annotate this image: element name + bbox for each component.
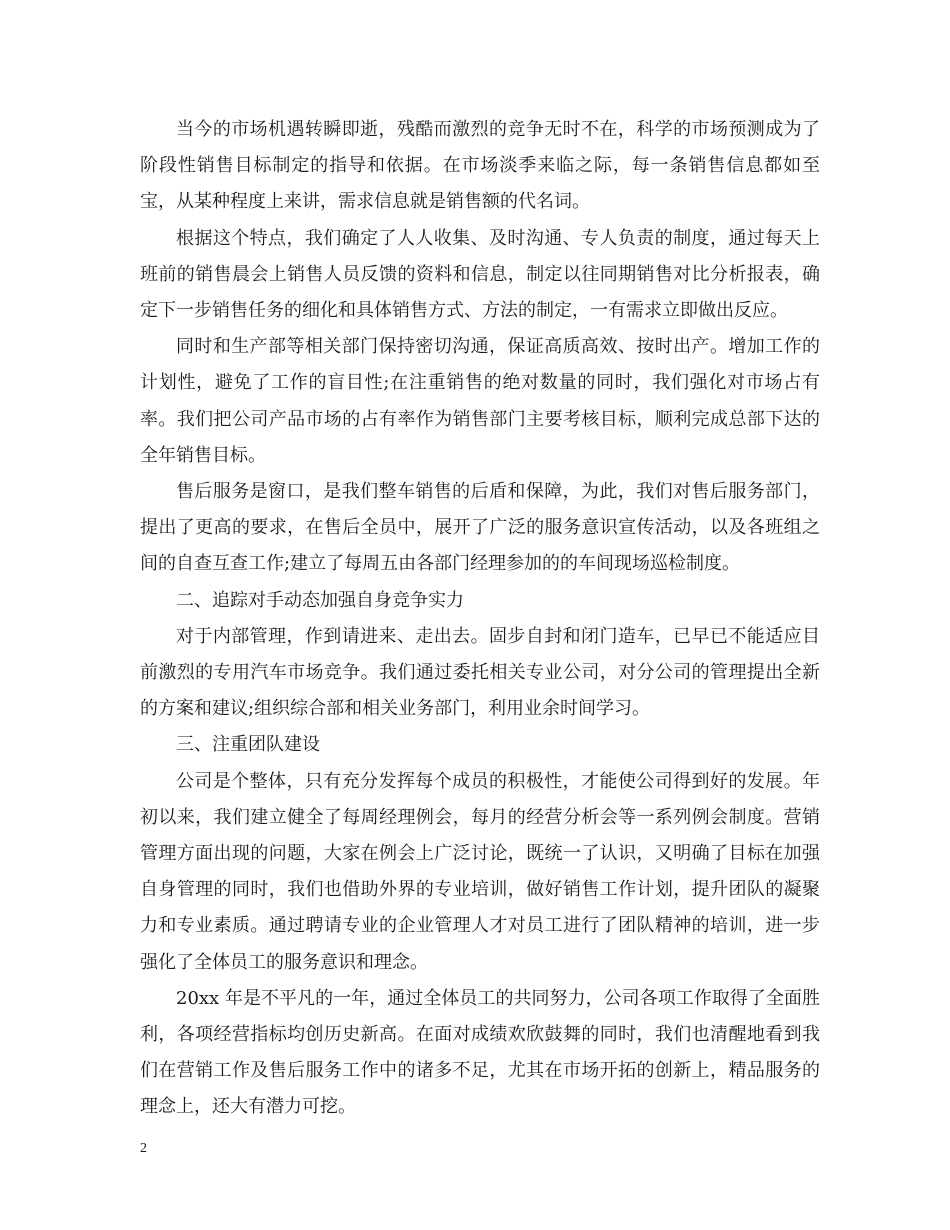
section-heading-competition: 二、追踪对手动态加强自身竞争实力 — [176, 589, 464, 611]
page-number: 2 — [140, 1141, 147, 1156]
paragraph-team-building: 公司是个整体，只有充分发挥每个成员的积极性，才能使公司得到好的发展。年初以来，我们建立健全了每周经理例会，每月的经营分析会等一系列例会制度。营销管理方面出现的问题，大家在例会上广泛讨论，既统一了认识，又明确了目标在加强自身管理的同时，我们也借助外界的专业培训，做好销售工作计划，提升团队的凝聚力和专业素质。通过聘请专业的企业管理人才对员工进行了团队精神的培训，进一步强化了全体员工的服务意识和理念。 — [140, 770, 820, 973]
section-heading-team-building: 三、注重团队建设 — [176, 734, 320, 756]
paragraph-internal-management: 对于内部管理，作到请进来、走出去。固步自封和闭门造车，已早已不能适应目前激烈的专用汽车市场竞争。我们通过委托相关专业公司，对分公司的管理提出全新的方案和建议;组织综合部和相关业务部门，利用业余时间学习。 — [140, 625, 820, 720]
paragraph-after-sales-service: 售后服务是窗口，是我们整车销售的后盾和保障，为此，我们对售后服务部门，提出了更高的要求，在售后全员中，展开了广泛的服务意识宣传活动，以及各班组之间的自查互查工作;建立了每周五由各部门经理参加的的车间现场巡检制度。 — [140, 481, 820, 575]
document-body — [140, 112, 820, 1126]
paragraph-market-forecast: 当今的市场机遇转瞬即逝，残酷而激烈的竞争无时不在，科学的市场预测成为了阶段性销售目标制定的指导和依据。在市场淡季来临之际，每一条销售信息都如至宝，从某种程度上来讲，需求信息就是销售额的代名词。 — [140, 119, 820, 213]
paragraph-year-summary: 20xx 年是不平凡的一年，通过全体员工的共同努力，公司各项工作取得了全面胜利，各项经营指标均创历史新高。在面对成绩欢欣鼓舞的同时，我们也清醒地看到我们在营销工作及售后服务工作中的诸多不足，尤其在市场开拓的创新上，精品服务的理念上，还大有潜力可挖。 — [140, 987, 820, 1118]
paragraph-production-coordination: 同时和生产部等相关部门保持密切沟通，保证高质高效、按时出产。增加工作的计划性，避免了工作的盲目性;在注重销售的绝对数量的同时，我们强化对市场占有率。我们把公司产品市场的占有率作为销售部门主要考核目标，顺利完成总部下达的全年销售目标。 — [140, 336, 820, 466]
paragraph-information-system: 根据这个特点，我们确定了人人收集、及时沟通、专人负责的制度，通过每天上班前的销售晨会上销售人员反馈的资料和信息，制定以往同期销售对比分析报表，确定下一步销售任务的细化和具体销售方式、方法的制定，一有需求立即做出反应。 — [140, 227, 820, 322]
